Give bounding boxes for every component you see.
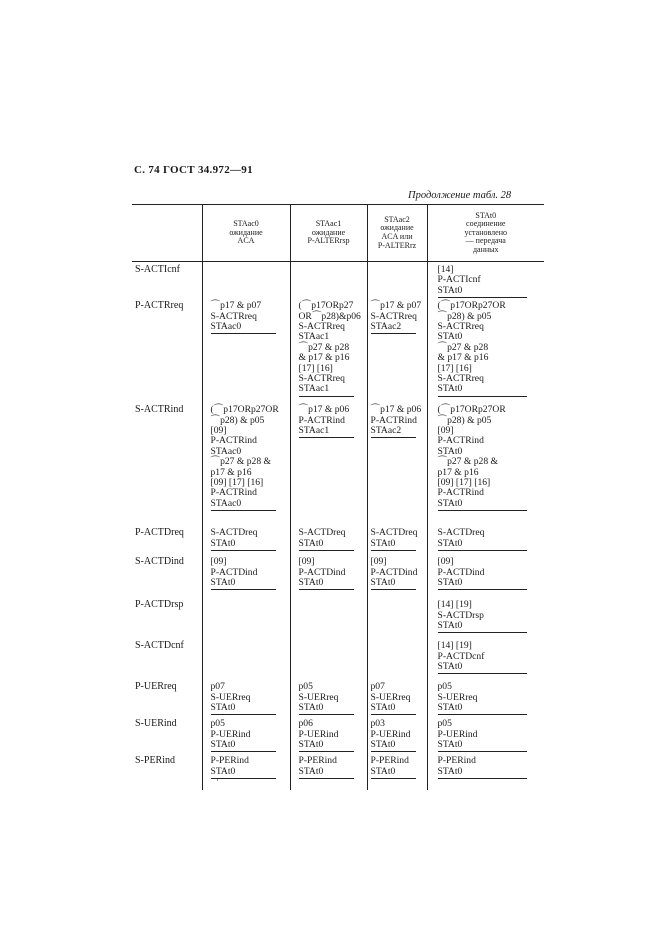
action-line: [09] [17] [16]	[437, 477, 491, 489]
event-cell: P-ACTDrsp	[135, 599, 184, 611]
table-row	[132, 301, 544, 402]
action-line: STAt0	[437, 331, 463, 343]
action-block	[299, 719, 355, 752]
table-row	[132, 557, 544, 597]
action-block	[371, 682, 417, 715]
action-line: (⌒p17ORp27OR	[437, 300, 506, 312]
table-row	[132, 719, 544, 753]
action-line: STAt0	[437, 661, 463, 673]
action-line: P-ACTRind	[370, 414, 417, 426]
action-line: p05	[437, 681, 452, 693]
state-cell	[202, 301, 290, 402]
action-block	[438, 265, 527, 298]
state-cell	[427, 265, 544, 298]
action-line: [09] [17] [16]	[210, 477, 264, 489]
action-block	[211, 719, 276, 752]
state-cell	[202, 557, 290, 597]
state-cell	[290, 682, 367, 716]
action-line: ⌒p27 & p28	[437, 341, 489, 353]
action-block	[438, 682, 527, 715]
state-cell	[367, 265, 427, 298]
header-line: данных	[472, 244, 499, 254]
state-cell	[290, 301, 367, 402]
action-block	[438, 641, 527, 674]
header-line: ACA или	[381, 232, 413, 241]
action-line: STAt0	[298, 537, 324, 549]
header-line: STAac2	[384, 214, 410, 224]
action-line: ⌒p28) & p05	[437, 310, 492, 322]
action-line: STAt0	[210, 702, 236, 714]
action-block	[438, 600, 527, 633]
header-cell-staac2	[367, 205, 427, 262]
action-line: STAt0	[370, 702, 396, 714]
action-line: S-ACTRreq	[298, 373, 345, 385]
action-line: [14]	[437, 264, 454, 275]
table-body	[132, 262, 544, 791]
action-line: STAac2	[370, 425, 402, 437]
header-line: ожидание	[380, 223, 414, 233]
state-cell	[427, 301, 544, 402]
action-line: P-ACTRind	[210, 487, 257, 499]
state-cell	[202, 600, 290, 638]
state-cell	[427, 600, 544, 638]
action-line: [14] [19]	[437, 640, 472, 652]
page-header: С. 74 ГОСТ 34.972—91	[134, 164, 253, 176]
stray-mark: ·	[216, 775, 219, 785]
action-block	[211, 528, 276, 551]
action-line: S-ACTRreq	[210, 310, 257, 322]
header-row	[132, 205, 544, 262]
state-cell	[427, 528, 544, 554]
action-line: S-ACTDreq	[370, 527, 418, 539]
action-line: STAac1	[298, 425, 330, 437]
action-block	[211, 557, 276, 590]
table-row	[132, 682, 544, 716]
header-line: STAac0	[233, 219, 259, 229]
state-cell	[367, 682, 427, 716]
header-line: STAac1	[315, 219, 342, 229]
action-line: P-ACTRind	[210, 435, 257, 447]
state-cell	[290, 265, 367, 298]
state-cell	[367, 600, 427, 638]
action-line: p17 & p16	[437, 466, 479, 478]
action-line: OR⌒p28)&p06	[298, 310, 361, 322]
action-line: ⌒p17 & p06	[298, 404, 350, 416]
event-cell: S-UERind	[135, 718, 177, 730]
table-row	[132, 528, 544, 554]
action-line: p03	[370, 718, 385, 730]
action-line: STAt0	[298, 702, 324, 714]
action-line: STAt0	[210, 537, 236, 549]
action-block	[438, 719, 527, 752]
header-cell-staac0	[202, 205, 290, 262]
action-line: S-UERreq	[370, 691, 411, 703]
state-cell	[202, 528, 290, 554]
action-line: [14] [19]	[437, 599, 472, 611]
action-line: [09]	[298, 556, 315, 568]
action-line: STAt0	[437, 739, 463, 751]
action-line: [09]	[437, 425, 454, 437]
state-cell	[290, 719, 367, 753]
state-cell	[427, 641, 544, 679]
event-cell: S-PERind	[135, 755, 176, 767]
action-line: S-UERreq	[210, 691, 251, 703]
action-line: S-ACTRreq	[437, 373, 484, 385]
action-line: P-PERind	[370, 755, 409, 767]
table-row	[132, 756, 544, 790]
action-line: p07	[210, 681, 225, 693]
event-cell: P-ACTRreq	[135, 300, 184, 312]
action-block	[299, 528, 355, 551]
action-block	[438, 557, 527, 590]
header-line: соединение	[466, 219, 506, 229]
action-line: STAac1	[298, 331, 330, 343]
action-line: S-ACTDrsp	[437, 609, 484, 621]
header-cell-staac1	[290, 205, 367, 262]
action-block	[298, 300, 361, 397]
action-line: ⌒p17 & p07	[210, 300, 262, 312]
action-line: S-ACTRreq	[437, 321, 484, 333]
state-cell	[427, 682, 544, 716]
action-line: P-ACTDind	[437, 566, 485, 578]
action-line: P-ACTRind	[437, 435, 484, 447]
state-cell	[367, 301, 427, 402]
action-line: P-ACTRind	[298, 414, 345, 426]
header-cell-event	[132, 205, 202, 262]
state-cell	[202, 265, 290, 298]
event-cell: S-ACTDcnf	[135, 640, 184, 652]
action-line: ⌒p17 & p07	[370, 300, 422, 312]
action-line: STAt0	[370, 577, 396, 589]
state-cell	[202, 405, 290, 525]
header-line: P-ALTERrsp	[307, 236, 350, 246]
action-line: S-UERreq	[298, 691, 339, 703]
action-line: P-ACTDind	[210, 566, 258, 578]
action-line: P-UERind	[298, 728, 339, 740]
action-line: (⌒p17ORp27	[298, 300, 354, 312]
action-line: P-PERind	[210, 755, 249, 767]
action-line: P-UERind	[210, 728, 251, 740]
state-cell	[290, 405, 367, 525]
table-row	[132, 405, 544, 525]
action-line: STAt0	[437, 620, 463, 632]
event-cell: S-ACTIcnf	[135, 264, 180, 275]
action-line: STAt0	[437, 445, 463, 457]
state-cell	[202, 641, 290, 679]
action-line: STAt0	[298, 765, 324, 777]
action-line: [17] [16]	[298, 362, 333, 374]
state-cell	[427, 557, 544, 597]
action-line: STAac0	[210, 321, 242, 333]
action-line: ⌒p27 & p28 &	[210, 456, 271, 468]
event-cell: P-UERreq	[135, 681, 177, 693]
action-line: p07	[370, 681, 385, 693]
action-block	[371, 557, 417, 590]
action-line: P-ACTRind	[437, 487, 484, 499]
state-cell	[367, 528, 427, 554]
action-line: STAac1	[298, 383, 330, 395]
action-block	[438, 528, 527, 551]
action-block	[211, 756, 276, 779]
state-cell	[427, 405, 544, 525]
action-block	[370, 404, 422, 438]
action-line: P-ACTDcnf	[437, 650, 485, 662]
state-table	[132, 204, 544, 790]
table-row	[132, 265, 544, 298]
action-line: STAt0	[370, 739, 396, 751]
state-cell	[367, 557, 427, 597]
header-line: P-ALTERrz	[377, 240, 417, 250]
action-line: & p17 & p16	[437, 352, 489, 364]
state-cell	[202, 719, 290, 753]
action-line: ⌒p27 & p28 &	[437, 456, 498, 468]
event-cell: S-ACTRind	[135, 404, 184, 416]
state-cell	[290, 600, 367, 638]
action-line: STAt0	[370, 537, 396, 549]
state-cell	[202, 756, 290, 790]
state-cell	[290, 528, 367, 554]
action-line: p17 & p16	[210, 466, 252, 478]
action-line: ⌒p27 & p28	[298, 341, 350, 353]
table-row	[132, 641, 544, 679]
action-line: S-ACTDreq	[437, 527, 485, 539]
action-line: (⌒p17ORp27OR	[437, 404, 506, 416]
action-line: STAt0	[298, 739, 324, 751]
action-line: (⌒p17ORp27OR	[210, 404, 279, 416]
action-line: P-ACTIcnf	[437, 274, 481, 286]
action-line: & p17 & p16	[298, 352, 350, 364]
action-line: S-UERreq	[437, 691, 478, 703]
action-line: [17] [16]	[437, 362, 472, 374]
action-line: P-UERind	[370, 728, 411, 740]
action-block	[371, 719, 417, 752]
action-line: STAt0	[210, 739, 236, 751]
action-block	[370, 300, 422, 334]
action-line: P-PERind	[298, 755, 337, 767]
header-line: ожидание	[229, 227, 263, 237]
action-line: [09]	[437, 556, 454, 568]
state-cell	[367, 756, 427, 790]
action-line: STAac2	[370, 321, 402, 333]
table-row	[132, 600, 544, 638]
action-line: S-ACTRreq	[370, 310, 417, 322]
state-cell	[427, 756, 544, 790]
action-line: S-ACTDreq	[210, 527, 258, 539]
header-line: ACA	[237, 236, 255, 246]
action-line: STAt0	[298, 577, 324, 589]
action-line: P-PERind	[437, 755, 476, 767]
action-block	[438, 756, 527, 779]
action-block	[299, 682, 355, 715]
action-line: P-UERind	[437, 728, 478, 740]
action-line: STAac0	[210, 497, 242, 509]
event-cell: S-ACTDind	[135, 556, 184, 568]
state-cell	[367, 719, 427, 753]
action-line: P-ACTDind	[298, 566, 346, 578]
action-line: ⌒p28) & p05	[210, 414, 265, 426]
action-line: STAt0	[210, 577, 236, 589]
action-line: P-ACTDind	[370, 566, 418, 578]
action-block	[299, 405, 355, 438]
action-line: p05	[437, 718, 452, 730]
action-line: ⌒p28) & p05	[437, 414, 492, 426]
action-line: p05	[298, 681, 313, 693]
state-cell	[202, 682, 290, 716]
action-line: STAt0	[370, 765, 396, 777]
action-line: [09]	[210, 556, 227, 568]
state-cell	[427, 719, 544, 753]
action-line: STAt0	[437, 537, 463, 549]
action-line: [09]	[370, 556, 387, 568]
header-line: ожидание	[311, 227, 346, 237]
action-block	[299, 756, 355, 779]
state-cell	[290, 756, 367, 790]
action-line: STAt0	[437, 383, 463, 395]
action-block	[299, 557, 355, 590]
action-line: [09]	[210, 425, 227, 437]
event-cell: P-ACTDreq	[135, 527, 184, 539]
action-block	[210, 404, 279, 511]
state-cell	[367, 641, 427, 679]
action-line: STAt0	[437, 577, 463, 589]
action-line: STAt0	[210, 765, 236, 777]
action-line: STAac0	[210, 445, 242, 457]
header-cell-stat0	[427, 205, 544, 262]
header-line: STAt0	[475, 210, 497, 220]
action-block	[211, 301, 276, 334]
action-block	[438, 301, 527, 397]
action-block	[371, 528, 417, 551]
action-block	[371, 756, 417, 779]
action-line: STAt0	[437, 765, 463, 777]
state-cell	[367, 405, 427, 525]
state-cell	[290, 557, 367, 597]
action-line: ⌒p17 & p06	[370, 404, 422, 416]
action-line: STAt0	[437, 284, 463, 296]
header-line: установлено	[464, 227, 507, 237]
action-line: S-ACTDreq	[298, 527, 346, 539]
table-continued-caption: Продолжение табл. 28	[408, 190, 512, 201]
action-line: S-ACTRreq	[298, 321, 345, 333]
state-cell	[290, 641, 367, 679]
action-line: STAt0	[437, 497, 463, 509]
action-line: p05	[210, 718, 225, 730]
action-line: p06	[298, 718, 313, 730]
action-block	[211, 682, 276, 715]
action-line: STAt0	[437, 702, 463, 714]
action-block	[438, 405, 527, 511]
header-line: — передача	[465, 236, 506, 246]
